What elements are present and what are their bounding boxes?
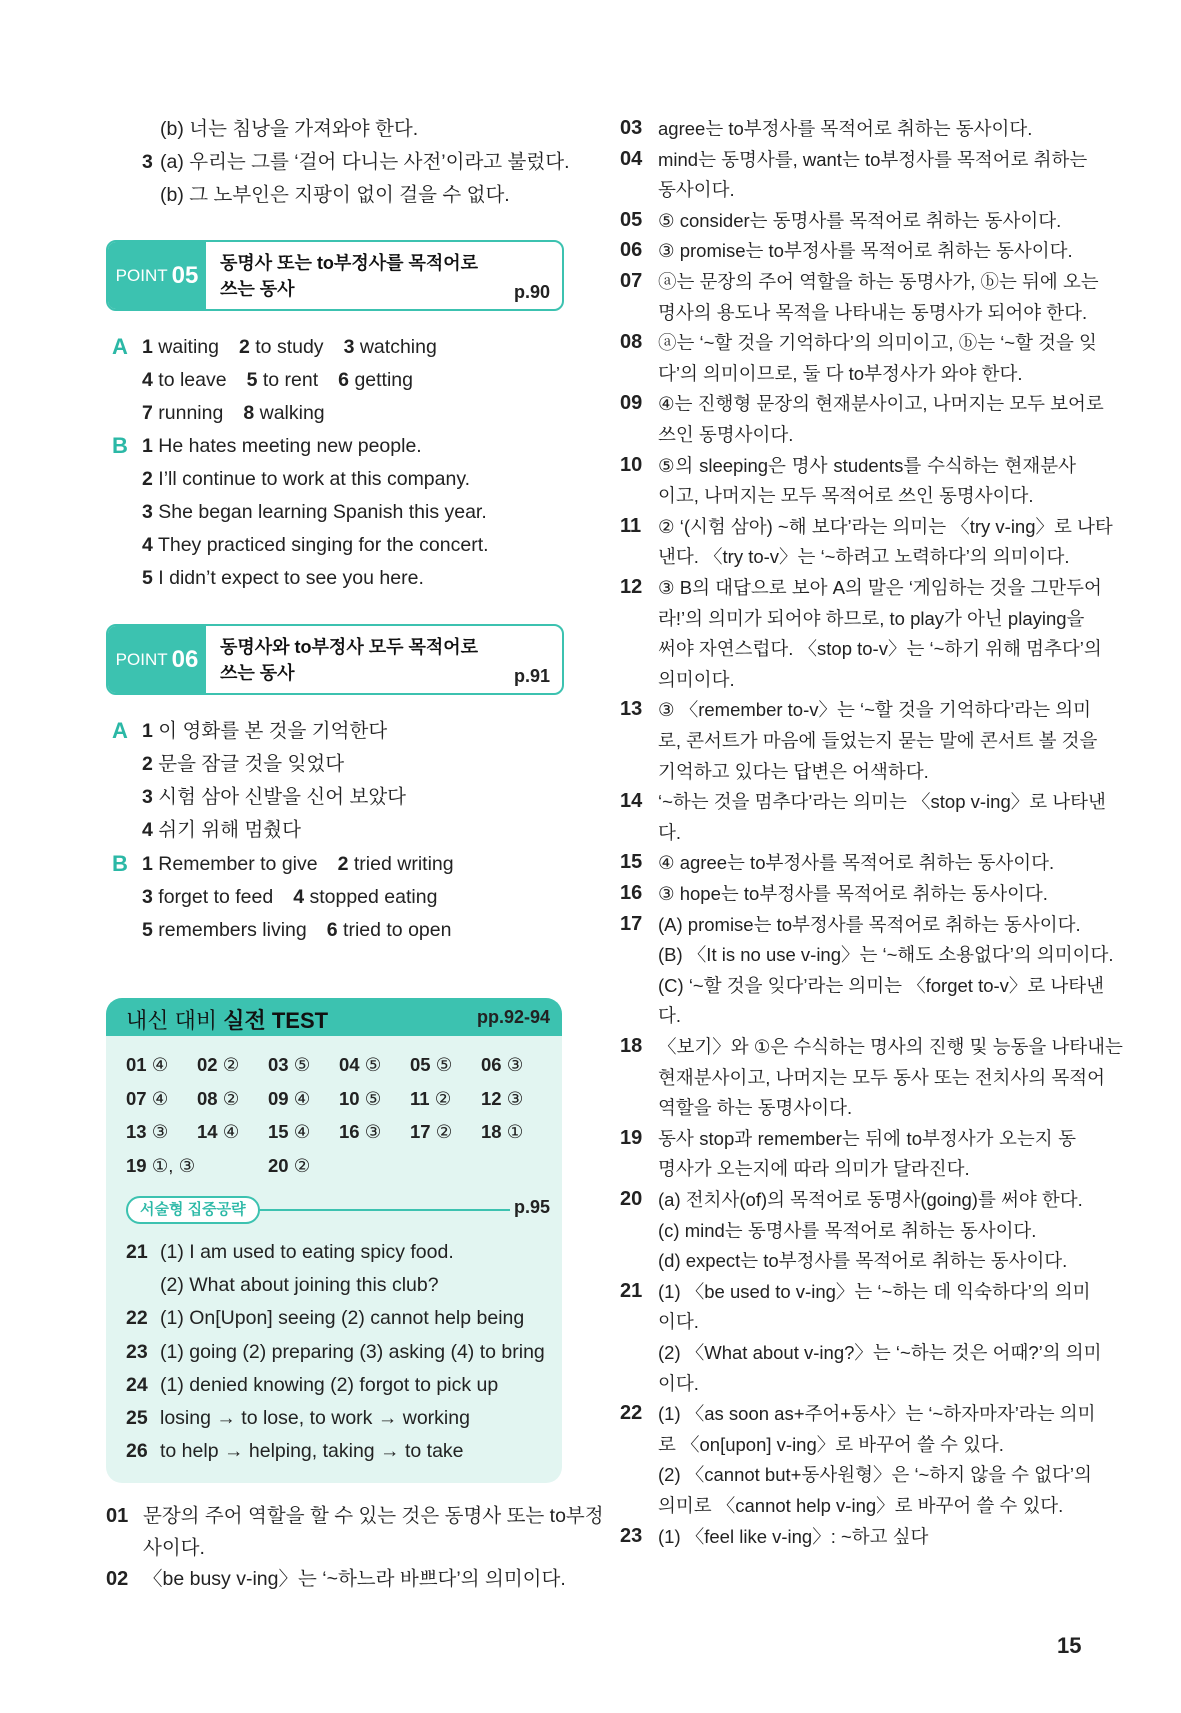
explanation-line: 이다.	[658, 1372, 699, 1394]
question-number: 15	[268, 1121, 289, 1142]
answer-cell	[126, 1155, 195, 1177]
answer-cell	[481, 1121, 523, 1143]
item-text: Remember to give	[158, 853, 318, 875]
explanation-line: (1) 〈feel like v-ing〉: ~하고 싶다	[658, 1525, 929, 1547]
item-number: 4	[142, 369, 153, 391]
item-number: 7	[142, 402, 153, 424]
answer-item	[142, 468, 470, 490]
explanation-line: 다.	[658, 821, 682, 843]
explanation-line: 명사가 오는지에 따라 의미가 달라진다.	[658, 1158, 970, 1180]
answer-choice: ②	[222, 1054, 240, 1075]
question-number: 13	[620, 698, 643, 721]
answer-cell	[126, 1121, 168, 1143]
item-text: tried writing	[353, 853, 454, 875]
essay-answer-text: (1) going (2) preparing (3) asking (4) to bring	[160, 1340, 545, 1363]
essay-answer-text: (1) denied knowing (2) forgot to pick up	[160, 1373, 499, 1396]
answer-choice: ④	[151, 1087, 169, 1109]
item-text: walking	[259, 402, 325, 424]
point-number: 06	[171, 645, 199, 673]
answer-cell	[268, 1054, 310, 1076]
question-number: 11	[620, 514, 642, 537]
question-number: 18	[620, 1035, 643, 1057]
answer-cell	[339, 1054, 381, 1076]
answer-choice: ②	[435, 1121, 453, 1142]
answer-choice: ⑤	[435, 1054, 453, 1075]
item-number: 5	[142, 919, 153, 941]
question-number: 15	[620, 851, 643, 874]
question-number: 04	[339, 1054, 360, 1075]
point-06-header	[106, 624, 564, 695]
item-text: She began learning Spanish this year.	[158, 501, 487, 523]
intro-line: (b) 그 노부인은 지팡이 없이 걸을 수 없다.	[160, 184, 510, 206]
point-label-text: POINT	[115, 649, 168, 669]
answer-item	[142, 819, 301, 841]
essay-answer-text: to help → helping, taking → to take	[160, 1440, 464, 1463]
explanation-line: ③ promise는 to부정사를 목적어로 취하는 동사이다.	[658, 240, 1073, 262]
answer-choice: ④	[222, 1121, 240, 1142]
item-number: 3	[142, 501, 153, 523]
item-number: 3	[142, 151, 153, 173]
answer-item	[247, 369, 319, 391]
answer-choice: ③	[506, 1087, 524, 1109]
answer-choice: ③	[364, 1121, 382, 1142]
explanation-line: (1) 〈be used to v-ing〉는 ‘~하는 데 익숙하다’의 의미	[658, 1280, 1091, 1302]
section-letter-a: A	[112, 334, 128, 359]
explanation-line: ‘~하는 것을 멈추다’라는 의미는 〈stop v-ing〉로 나타낸	[658, 791, 1106, 813]
item-number: 1	[142, 853, 153, 875]
point-title-line2: 쓰는 동사	[220, 663, 295, 683]
item-number: 4	[142, 819, 153, 841]
practice-test-panel	[106, 998, 562, 1483]
answer-row	[142, 529, 489, 561]
question-number: 14	[197, 1121, 218, 1142]
essay-answer-text: (2) What about joining this club?	[160, 1274, 439, 1297]
title-bold: 실전 TEST	[223, 1008, 329, 1033]
question-number: 21	[620, 1279, 643, 1302]
item-number: 2	[337, 853, 349, 875]
question-number: 07	[126, 1087, 147, 1109]
question-number: 02	[106, 1568, 129, 1590]
answer-item	[142, 336, 219, 358]
question-number: 13	[126, 1121, 147, 1142]
answer-choice: ④	[293, 1087, 311, 1109]
question-number: 20	[268, 1154, 289, 1176]
question-number: 11	[410, 1087, 430, 1109]
question-number: 05	[410, 1054, 431, 1075]
question-number: 05	[620, 208, 643, 231]
answer-row	[142, 848, 454, 880]
answer-item	[142, 402, 223, 424]
answer-item	[142, 567, 424, 589]
explanation-line: 이다.	[658, 1311, 699, 1333]
point-05-label	[108, 242, 206, 309]
answer-cell	[197, 1121, 239, 1143]
item-text: to study	[255, 336, 324, 358]
page-number: 15	[1057, 1633, 1082, 1658]
answer-cell	[339, 1121, 381, 1143]
explanation-line: 로, 콘서트가 마음에 들었는지 묻는 말에 콘서트 볼 것을	[658, 730, 1098, 751]
question-number: 06	[481, 1054, 502, 1075]
point-05-page-ref: p.90	[513, 282, 550, 302]
explanation-line: 다.	[658, 1005, 682, 1027]
explanation-line: 〈보기〉와 ①은 수식하는 명사의 진행 및 능동을 나타내는	[658, 1036, 1123, 1057]
explanation-line: (C) ‘~할 것을 잊다’라는 의미는 〈forget to-v〉로 나타낸	[658, 974, 1105, 996]
item-number: 2	[142, 753, 153, 775]
answer-item	[338, 369, 413, 391]
question-number: 01	[126, 1054, 147, 1075]
explanation-line: 써야 자연스럽다. 〈stop to-v〉는 ‘~하기 위해 멈추다’의	[658, 638, 1102, 660]
explanation-line: (d) expect는 to부정사를 목적어로 취하는 동사이다.	[658, 1250, 1068, 1272]
question-number: 09	[620, 392, 643, 415]
answer-item	[243, 402, 324, 424]
item-text: 쉬기 위해 멈췄다	[158, 819, 301, 841]
item-text: They practiced singing for the concert.	[157, 534, 489, 556]
answer-cell	[410, 1121, 452, 1143]
item-text: to leave	[158, 369, 227, 391]
answer-item	[142, 534, 489, 556]
explanation-line: 동사 stop과 remember는 뒤에 to부정사가 오는지 동	[658, 1127, 1076, 1149]
essay-answer-text: (1) On[Upon] seeing (2) cannot help being	[160, 1307, 525, 1330]
answer-choice: ③	[506, 1054, 524, 1075]
item-text: waiting	[158, 336, 219, 358]
answer-item	[239, 336, 324, 358]
explanation-line: 낸다. 〈try to-v〉는 ‘~하려고 노력하다’의 의미이다.	[658, 546, 1070, 568]
item-number: 3	[142, 786, 153, 808]
intro-line: (a) 우리는 그를 ‘걸어 다니는 사전’이라고 불렀다.	[160, 151, 570, 173]
answer-choice: ②	[434, 1087, 452, 1109]
answer-cell	[126, 1054, 168, 1076]
answer-cell	[410, 1054, 452, 1076]
answer-cell	[268, 1088, 310, 1110]
question-number: 17	[620, 912, 643, 935]
explanation-line: 문장의 주어 역할을 할 수 있는 것은 동명사 또는 to부정	[143, 1505, 604, 1527]
point-label-text: POINT	[115, 265, 168, 285]
question-number: 01	[106, 1505, 129, 1527]
item-text: tried to open	[343, 919, 452, 941]
question-number: 08	[197, 1087, 218, 1109]
explanation-line: (a) 전치사(of)의 목적어로 동명사(going)를 써야 한다.	[658, 1189, 1083, 1210]
point-05-title	[220, 250, 478, 302]
item-text: I didn’t expect to see you here.	[158, 567, 424, 589]
explanation-line: 사이다.	[143, 1536, 205, 1559]
explanation-line: (2) 〈What about v-ing?〉는 ‘~하는 것은 어때?’의 의미	[658, 1342, 1102, 1363]
answer-choice: ①, ③	[151, 1154, 196, 1176]
explanation-line: mind는 동명사를, want는 to부정사를 목적어로 취하는	[658, 148, 1088, 170]
answer-row	[142, 364, 413, 396]
item-text: He hates meeting new people.	[158, 435, 422, 457]
answer-choice: ④	[151, 1054, 169, 1075]
answer-item	[338, 853, 454, 875]
answer-row	[142, 496, 487, 528]
question-number: 16	[620, 882, 643, 904]
practice-test-title	[126, 1004, 328, 1035]
question-number: 17	[410, 1121, 431, 1142]
explanation-line: ③ 〈remember to-v〉는 ‘~할 것을 기억하다’라는 의미	[658, 699, 1092, 721]
explanation-line: (B) 〈It is no use v-ing〉는 ‘~해도 소용없다’의 의미이다.	[658, 944, 1114, 966]
item-number: 8	[243, 402, 255, 424]
answer-item	[142, 720, 387, 742]
essay-answer-text: losing → to lose, to work → working	[160, 1407, 470, 1429]
answer-cell	[268, 1121, 310, 1143]
answer-row	[142, 397, 325, 429]
question-number: 23	[126, 1340, 148, 1363]
answer-cell	[197, 1088, 239, 1110]
question-number: 20	[620, 1188, 643, 1210]
item-text: I’ll continue to work at this company.	[158, 468, 471, 490]
point-number: 05	[171, 261, 199, 289]
item-number: 2	[238, 336, 250, 358]
point-title-line2: 쓰는 동사	[220, 279, 295, 299]
explanation-line: 쓰인 동명사이다.	[658, 424, 794, 445]
answer-choice: ⑤	[364, 1054, 382, 1075]
question-number: 26	[126, 1440, 148, 1463]
explanation-line: (A) promise는 to부정사를 목적어로 취하는 동사이다.	[658, 913, 1081, 935]
question-number: 22	[126, 1307, 148, 1330]
section-letter-b: B	[112, 851, 128, 876]
answer-row	[142, 881, 437, 913]
point-06-label	[108, 626, 206, 693]
essay-answer-text: (1) I am used to eating spicy food.	[160, 1241, 454, 1263]
explanation-line: ⓐ는 ‘~할 것을 기억하다’의 의미이고, ⓑ는 ‘~할 것을 잊	[658, 332, 1097, 354]
answer-row	[142, 715, 387, 747]
question-number: 23	[620, 1524, 643, 1547]
point-06-title	[220, 634, 478, 686]
answer-cell	[339, 1088, 381, 1110]
explanation-line: ③ B의 대답으로 보아 A의 말은 ‘게임하는 것을 그만두어	[658, 577, 1102, 598]
question-number: 06	[620, 239, 643, 262]
answer-row	[142, 430, 422, 462]
question-number: 25	[126, 1407, 148, 1429]
question-number: 12	[481, 1087, 502, 1109]
answer-cell	[126, 1088, 168, 1110]
item-text: running	[158, 402, 224, 424]
answer-cell	[481, 1054, 523, 1076]
answer-item	[327, 919, 452, 941]
question-number: 22	[620, 1402, 643, 1425]
question-number: 18	[481, 1121, 502, 1142]
answer-row	[142, 814, 301, 846]
answer-item	[142, 853, 318, 875]
question-number: 04	[620, 147, 643, 170]
explanation-line: ③ hope는 to부정사를 목적어로 취하는 동사이다.	[658, 883, 1048, 904]
question-number: 09	[268, 1087, 289, 1109]
answer-choice: ⑤	[293, 1054, 311, 1075]
question-number: 16	[339, 1121, 360, 1142]
question-number: 02	[197, 1054, 218, 1075]
item-text: 이 영화를 본 것을 기억한다	[158, 720, 388, 742]
question-number: 08	[620, 331, 643, 354]
item-text: getting	[354, 369, 414, 391]
question-number: 19	[620, 1126, 643, 1149]
intro-line: (b) 너는 침낭을 가져와야 한다.	[160, 118, 419, 140]
answer-item	[142, 919, 307, 941]
question-number: 24	[126, 1373, 148, 1396]
answer-row	[142, 748, 344, 780]
answer-choice: ④	[293, 1121, 311, 1142]
answer-item	[142, 753, 344, 775]
explanation-line: 의미이다.	[658, 668, 735, 690]
item-number: 2	[142, 468, 153, 490]
answer-item	[142, 501, 487, 523]
title-light: 내신 대비	[126, 1008, 218, 1033]
item-number: 1	[142, 435, 153, 457]
answer-cell	[481, 1088, 523, 1110]
answer-item	[142, 886, 273, 908]
item-number: 6	[338, 369, 350, 391]
explanation-line: ⑤ consider는 동명사를 목적어로 취하는 동사이다.	[658, 209, 1062, 231]
explanation-line: 라!’의 의미가 되어야 하므로, to play가 아닌 playing을	[658, 607, 1085, 629]
item-text: 문을 잠글 것을 잊었다	[158, 753, 345, 775]
answer-choice: ②	[293, 1154, 311, 1176]
question-number: 19	[126, 1154, 147, 1176]
item-text: stopped eating	[309, 886, 438, 908]
explanation-line: 로 〈on[upon] v-ing〉로 바꾸어 쓸 수 있다.	[658, 1433, 1004, 1455]
explanation-line: 역할을 하는 동명사이다.	[658, 1097, 853, 1119]
question-number: 10	[339, 1087, 360, 1109]
explanation-line: 현재분사이고, 나머지는 모두 동사 또는 전치사의 목적어	[658, 1066, 1106, 1088]
explanation-line: 명사의 용도나 목적을 나타내는 동명사가 되어야 한다.	[658, 301, 1088, 323]
explanation-line: 다’의 의미이므로, 둘 다 to부정사가 와야 한다.	[658, 362, 1023, 384]
answer-cell	[410, 1088, 451, 1110]
item-number: 1	[142, 720, 153, 742]
answer-item	[142, 369, 227, 391]
explanation-line: ⑤의 sleeping은 명사 students를 수식하는 현재분사	[658, 454, 1076, 476]
item-number: 1	[142, 336, 153, 358]
answer-choice: ②	[222, 1087, 240, 1109]
question-number: 03	[620, 117, 643, 139]
question-number: 03	[268, 1054, 289, 1075]
answer-row	[142, 463, 470, 495]
explanation-line: ⓐ는 문장의 주어 역할을 하는 동명사가, ⓑ는 뒤에 오는	[658, 271, 1099, 292]
answer-row	[142, 781, 406, 813]
answer-cell	[268, 1155, 310, 1177]
section-letter-a: A	[112, 718, 128, 743]
question-number: 07	[620, 270, 643, 292]
answer-choice: ①	[506, 1121, 524, 1142]
item-text: to rent	[262, 369, 319, 391]
answer-item	[344, 336, 437, 358]
item-number: 4	[293, 886, 305, 908]
explanation-line: (1) 〈as soon as+주어+동사〉는 ‘~하자마자’라는 의미	[658, 1403, 1096, 1425]
answer-item	[293, 886, 437, 908]
item-text: 시험 삼아 신발을 신어 보았다	[158, 786, 406, 808]
explanation-line: (2) 〈cannot but+동사원형〉은 ‘~하지 않을 수 없다’의	[658, 1464, 1092, 1486]
answer-row	[142, 914, 451, 946]
item-number: 3	[142, 886, 153, 908]
point-title-line1: 동명사 또는 to부정사를 목적어로	[220, 253, 479, 273]
explanation-line: 기억하고 있다는 답변은 어색하다.	[658, 760, 929, 782]
question-number: 21	[126, 1241, 148, 1263]
item-number: 4	[142, 534, 153, 556]
essay-divider	[258, 1209, 510, 1211]
item-number: 6	[326, 919, 338, 941]
explanation-line: ④는 진행형 문장의 현재분사이고, 나머지는 모두 보어로	[658, 393, 1104, 415]
answer-row	[142, 331, 437, 363]
item-text: watching	[359, 336, 437, 358]
answer-choice: ③	[151, 1121, 169, 1142]
explanation-line: 동사이다.	[658, 179, 735, 201]
point-06-page-ref: p.91	[513, 666, 550, 686]
question-number: 10	[620, 453, 643, 476]
practice-test-header	[106, 998, 562, 1036]
answer-item	[142, 435, 422, 457]
explanation-line: 〈be busy v-ing〉는 ‘~하느라 바쁘다’의 의미이다.	[143, 1568, 566, 1590]
item-number: 3	[343, 336, 355, 358]
point-05-header	[106, 240, 564, 311]
explanation-line: 의미로 〈cannot help v-ing〉로 바꾸어 쓸 수 있다.	[658, 1495, 1064, 1516]
question-number: 14	[620, 790, 643, 813]
answer-cell	[197, 1054, 239, 1076]
explanation-line: agree는 to부정사를 목적어로 취하는 동사이다.	[658, 118, 1033, 139]
item-text: forget to feed	[158, 886, 274, 908]
question-number: 12	[620, 576, 643, 598]
essay-page-ref: p.95	[513, 1197, 550, 1217]
answer-choice: ⑤	[364, 1087, 382, 1109]
explanation-line: (c) mind는 동명사를 목적어로 취하는 동사이다.	[658, 1219, 1037, 1241]
answer-row	[142, 562, 424, 594]
essay-section-badge: 서술형 집중공략	[126, 1196, 260, 1224]
section-letter-b: B	[112, 433, 128, 458]
explanation-line: 이고, 나머지는 모두 목적어로 쓰인 동명사이다.	[658, 485, 1034, 507]
item-number: 5	[142, 567, 153, 589]
item-number: 5	[246, 369, 258, 391]
item-text: remembers living	[158, 919, 307, 941]
answer-item	[142, 786, 406, 808]
explanation-line: ④ agree는 to부정사를 목적어로 취하는 동사이다.	[658, 852, 1055, 874]
point-title-line1: 동명사와 to부정사 모두 목적어로	[220, 637, 479, 657]
practice-test-pages: pp.92-94	[476, 1007, 550, 1027]
explanation-line: ② ‘(시험 삼아) ~해 보다’라는 의미는 〈try v-ing〉로 나타	[658, 515, 1113, 537]
